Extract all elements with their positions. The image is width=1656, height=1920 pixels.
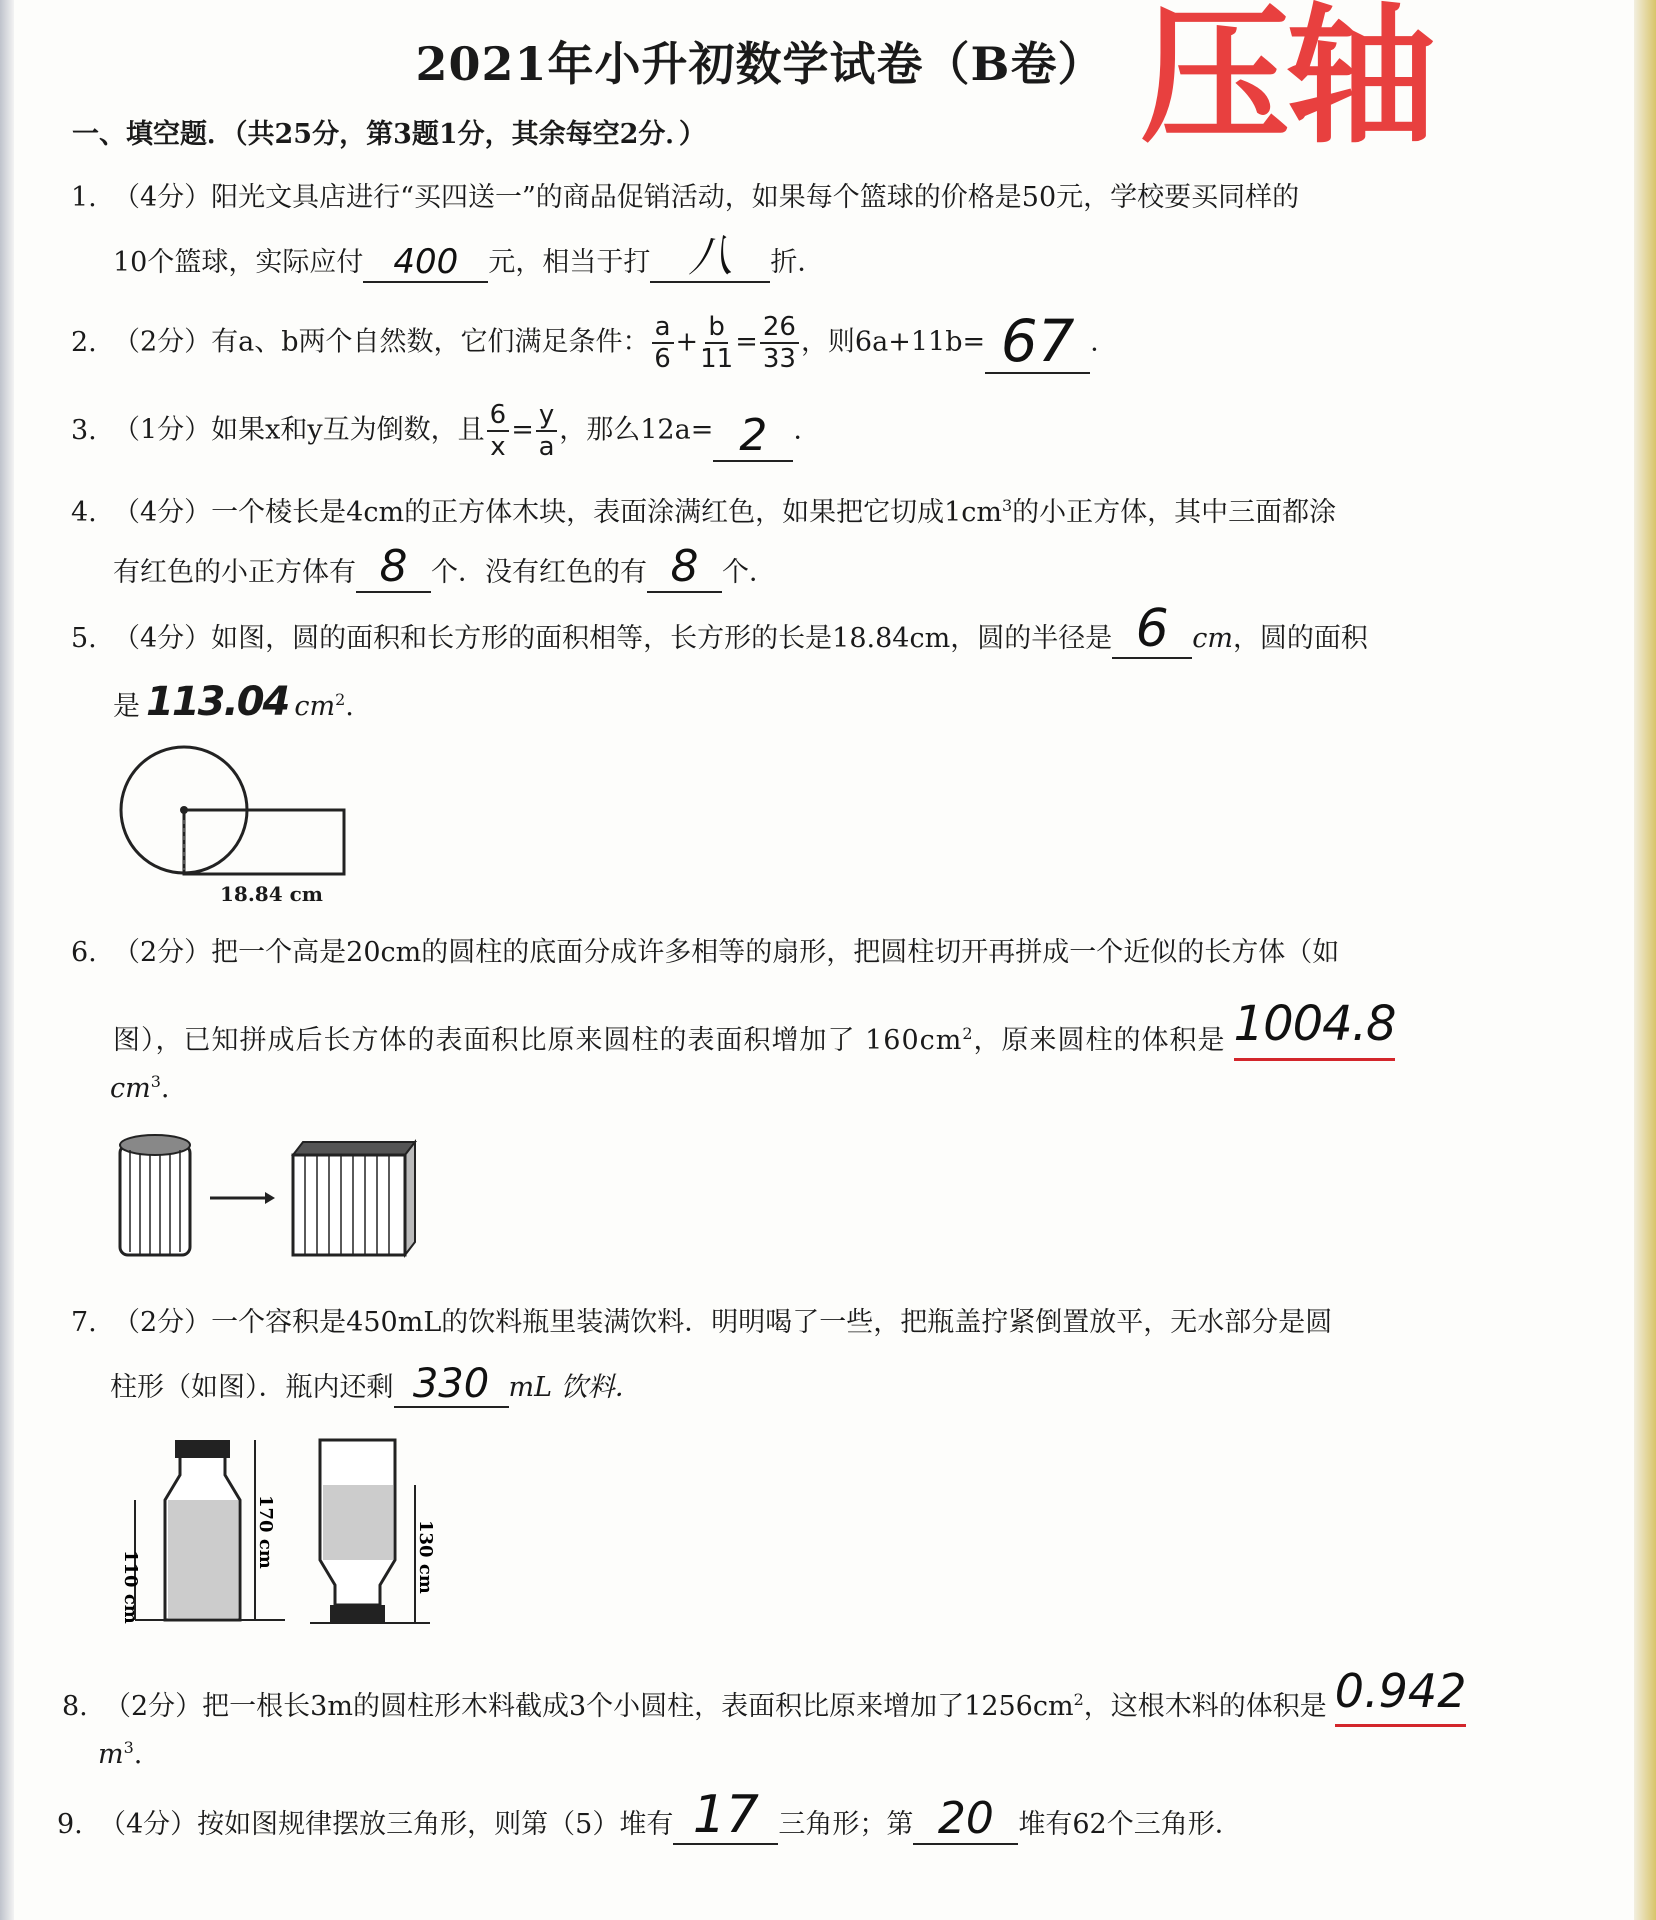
cylinder-icon [120, 1135, 190, 1255]
q2-answer-blank [985, 307, 1090, 375]
q6-line2 [113, 996, 1396, 1061]
q3-answer: 2 [739, 410, 768, 461]
q1-text-d: 折． [770, 247, 825, 278]
q5-number: 5. [71, 623, 97, 654]
q2-text: （2分）有a、b两个自然数，它们满足条件： [113, 326, 650, 358]
q4-answer-blank-1 [356, 541, 431, 593]
q2-answer: 67 [1000, 307, 1075, 375]
superscript: 3 [1001, 496, 1013, 515]
q1-text: （4分）阳光文具店进行“买四送一”的商品促销活动，如果每个篮球的价格是50元，学校要买同样的 [113, 182, 1300, 213]
q3-line [71, 400, 802, 462]
q7-text-c: mL 饮料． [508, 1372, 642, 1403]
q7-line1 [71, 1303, 1332, 1343]
fraction-b-11 [700, 312, 733, 374]
period: . [133, 1739, 143, 1770]
q4-answer-blank-2 [647, 541, 722, 593]
q5-answer-2: 113.04 [146, 679, 289, 725]
q1-line1 [71, 178, 1299, 218]
superscript: 2 [1073, 1690, 1084, 1709]
q9-number: 9. [57, 1809, 83, 1840]
q2-line [71, 307, 1099, 375]
period: . [160, 1073, 170, 1104]
q5-text-a2: ，圆的面积 [1232, 623, 1368, 654]
denominator: 33 [762, 344, 796, 374]
fraction-26-33 [760, 312, 799, 374]
inverted-bottle-icon [310, 1440, 430, 1623]
q3-text: （1分）如果x和y互为倒数，且 [113, 414, 485, 446]
equals-sign: = [735, 326, 758, 358]
q7-text: （2分）一个容积是450mL的饮料瓶里装满饮料．明明喝了一些，把瓶盖拧紧倒置放平，无水部分是圆 [113, 1307, 1333, 1338]
q1-text-c: 元，相当于打 [488, 247, 651, 278]
q4-text-d: 个． [722, 557, 776, 588]
denominator: 6 [654, 344, 671, 374]
q6-text: （2分）把一个高是20cm的圆柱的底面分成许多相等的扇形，把圆柱切开再拼成一个近似的长方体（如 [113, 937, 1340, 968]
unit: cm [1192, 623, 1233, 654]
q9-text-c: 堆有62个三角形． [1018, 1809, 1242, 1840]
denominator: a [538, 432, 555, 462]
q8-text: （2分）把一根长3m的圆柱形木料截成3个小圆柱，表面积比原来增加了1256cm [104, 1691, 1074, 1722]
q9-text: （4分）按如图规律摆放三角形，则第（5）堆有 [99, 1809, 674, 1840]
q6-answer: 1004.8 [1234, 1000, 1396, 1061]
q7-line2 [110, 1361, 642, 1408]
q7-answer-blank [394, 1361, 509, 1408]
q3-text-b: ，那么12a= [559, 414, 714, 446]
q2-text-b: ，则6a+11b= [800, 326, 986, 358]
q9-answer-1: 17 [692, 1785, 759, 1845]
arrow-right-icon [210, 1192, 275, 1204]
q1-text-b: 10个篮球，实际应付 [113, 247, 364, 278]
fraction-a-6 [652, 312, 674, 374]
q9-text-b: 三角形；第 [778, 1809, 914, 1840]
fraction-6-x [487, 400, 510, 462]
q5-answer-blank-1 [1112, 599, 1192, 659]
q4-text: （4分）一个棱长是4cm的正方体木块，表面涂满红色，如果把它切成1cm [113, 497, 1002, 528]
q8-number: 8. [62, 1691, 88, 1722]
bottle-figure [110, 1430, 460, 1635]
q8-text-a2: ，这根木料的体积是 [1083, 1691, 1327, 1722]
q7-number: 7. [71, 1307, 97, 1338]
q9-answer-blank-1 [673, 1785, 778, 1845]
q3-number: 3. [71, 414, 97, 446]
numerator: 26 [760, 312, 799, 344]
q5-line2 [113, 680, 354, 727]
q4-text-b: 有红色的小正方体有 [113, 557, 356, 588]
q6-line3 [110, 1062, 170, 1109]
q5-text-b: 是 [113, 691, 140, 722]
period: . [345, 691, 354, 722]
unit: cm [294, 691, 336, 722]
q7-text-b: 柱形（如图）．瓶内还剩 [110, 1372, 394, 1403]
q6-number: 6. [71, 937, 97, 968]
q5-text: （4分）如图，圆的面积和长方形的面积相等，长方形的长是18.84cm，圆的半径是 [113, 623, 1113, 654]
page-title: 2021年小升初数学试卷（B卷） [415, 37, 1105, 91]
q4-text-a2: 的小正方体，其中三面都涂 [1012, 497, 1337, 528]
period: . [793, 414, 802, 446]
q4-number: 4. [71, 497, 97, 528]
cylinder-to-cuboid-figure [115, 1130, 425, 1270]
q3-answer-blank [713, 410, 793, 462]
q8-line2 [98, 1728, 142, 1775]
plus-sign: + [675, 326, 699, 358]
q1-answer-1: 400 [393, 242, 459, 282]
q9-line [57, 1785, 1242, 1845]
label-130cm: 130 cm [415, 1520, 436, 1594]
superscript: 3 [150, 1072, 161, 1091]
numerator: b [705, 312, 728, 344]
equals-sign: = [511, 414, 534, 446]
label-170cm: 170 cm [255, 1495, 276, 1569]
scan-right-edge [1634, 0, 1656, 1920]
fraction-y-a [536, 400, 557, 462]
denominator: x [490, 432, 506, 462]
cuboid-icon [293, 1142, 415, 1255]
q5-answer-1: 6 [1135, 599, 1169, 659]
q4-answer-1: 8 [379, 541, 408, 592]
numerator: 6 [487, 400, 510, 432]
q8-answer: 0.942 [1335, 1668, 1467, 1727]
unit: m [98, 1739, 124, 1770]
q8-line1 [62, 1664, 1467, 1727]
figure-label-length: 18.84 cm [220, 882, 323, 906]
q4-answer-2: 8 [670, 541, 699, 592]
q9-answer-blank-2 [913, 1793, 1018, 1845]
stamp-label: 压轴 [1140, 0, 1433, 164]
q6-text-b2: ，原来圆柱的体积是 [973, 1025, 1226, 1056]
numerator: a [652, 312, 674, 344]
numerator: y [536, 400, 557, 432]
q1-answer-blank-2 [650, 231, 770, 283]
q5-line1 [71, 599, 1368, 659]
q1-answer-blank-1 [363, 242, 488, 283]
q4-line2 [113, 541, 776, 593]
q1-line2 [113, 231, 825, 283]
section-heading: 一、填空题．（共25分，第3题1分，其余每空2分．） [72, 119, 706, 150]
scan-left-edge [0, 0, 14, 1920]
superscript: 2 [335, 690, 346, 709]
label-110cm: 110 cm [120, 1550, 141, 1624]
q4-text-c: 个．没有红色的有 [431, 557, 647, 588]
q2-number: 2. [71, 326, 97, 358]
q9-answer-2: 20 [937, 1793, 994, 1844]
denominator: 11 [700, 344, 734, 374]
unit: cm [110, 1073, 151, 1104]
q7-answer: 330 [412, 1361, 490, 1407]
q4-line1 [71, 486, 1336, 533]
q1-answer-2: 八 [688, 231, 733, 282]
q1-number: 1. [71, 182, 97, 213]
q6-text-b: 图），已知拼成后长方体的表面积比原来圆柱的表面积增加了 160cm [113, 1025, 963, 1056]
superscript: 2 [962, 1024, 974, 1043]
superscript: 3 [123, 1738, 134, 1757]
q6-line1 [71, 933, 1339, 973]
period: . [1090, 326, 1099, 358]
